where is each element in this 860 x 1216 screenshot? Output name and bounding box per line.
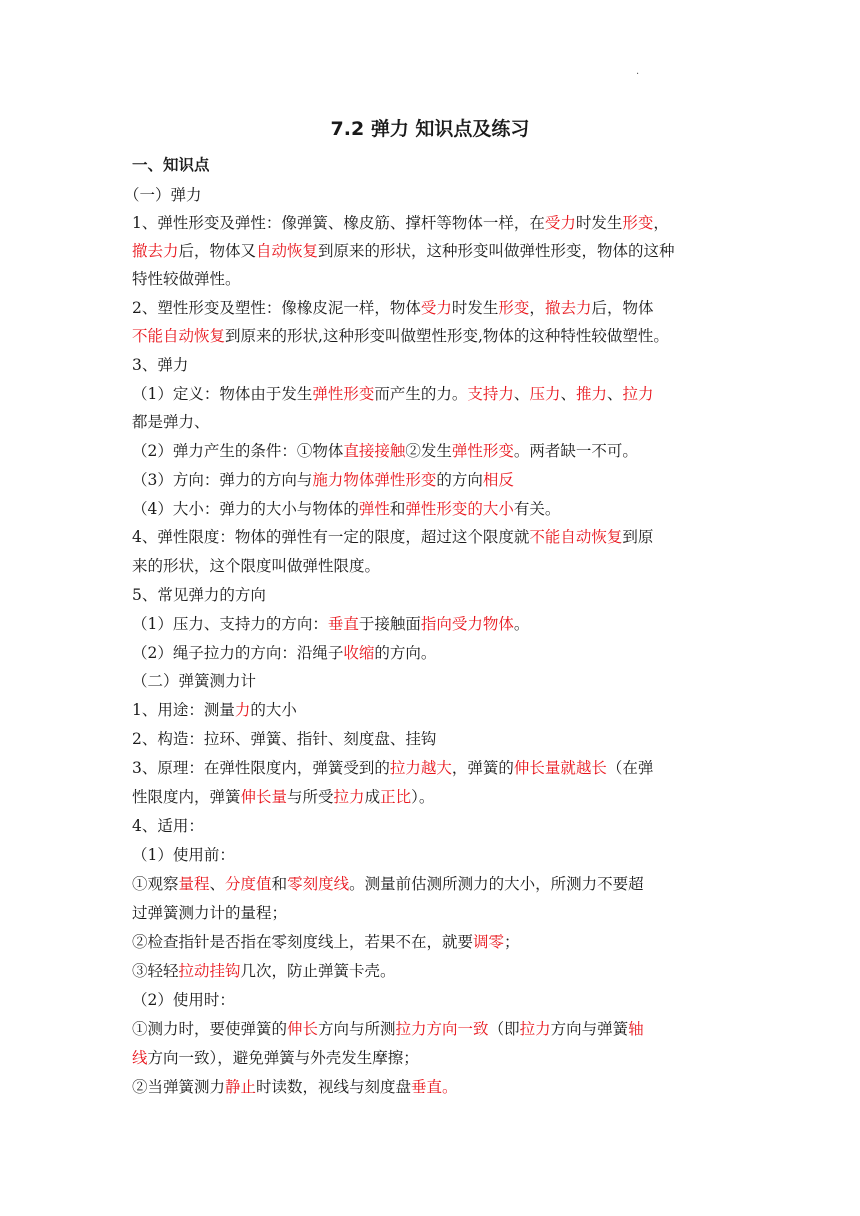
highlight-text: 拉动挂钩 xyxy=(178,962,241,980)
body-text: ②检查指针是否指在零刻度线上，若果不在，就要 xyxy=(132,933,474,951)
body-text: 成 xyxy=(364,788,381,806)
highlight-text: 形变 xyxy=(622,214,654,232)
highlight-text: 量程 xyxy=(178,875,210,893)
text-line xyxy=(132,412,210,432)
highlight-text: 推力 xyxy=(575,385,607,403)
body-text: 方向与弹簧 xyxy=(550,1020,629,1038)
body-text: （2）使用时： xyxy=(132,991,235,1009)
body-text: （2）绳子拉力的方向：沿绳子 xyxy=(132,644,344,662)
body-text: 。 xyxy=(513,615,530,633)
body-text: （2）弹力产生的条件：①物体 xyxy=(132,442,344,460)
highlight-text: 分度值 xyxy=(225,875,272,893)
highlight-text: 调零 xyxy=(473,933,505,951)
body-text: 于接触面 xyxy=(358,615,421,633)
text-line xyxy=(132,470,514,490)
text-line xyxy=(132,441,638,461)
text-line xyxy=(132,643,436,663)
text-line xyxy=(132,527,653,547)
body-text: ，弹簧的 xyxy=(451,759,514,777)
body-text: （1）使用前： xyxy=(132,846,235,864)
text-line xyxy=(132,269,241,289)
highlight-text: 受力 xyxy=(544,214,576,232)
highlight-text: 正比 xyxy=(380,788,412,806)
body-text: 时发生 xyxy=(451,299,499,317)
text-line xyxy=(132,326,669,346)
body-text: ）。 xyxy=(411,788,435,806)
body-text: （一）弹力 xyxy=(124,186,202,204)
text-line xyxy=(132,155,210,175)
body-text: 特性较做弹性。 xyxy=(132,270,241,288)
body-text: （1）压力、支持力的方向： xyxy=(132,615,328,633)
text-line xyxy=(132,298,653,318)
highlight-text: 静止 xyxy=(225,1078,257,1096)
body-text: 与所受 xyxy=(287,788,334,806)
body-text: ， xyxy=(529,299,545,317)
body-text: 时发生 xyxy=(575,214,623,232)
body-text: 都是弹力、 xyxy=(132,413,210,431)
text-line xyxy=(132,874,644,894)
body-text: 后，物体又 xyxy=(178,242,257,260)
body-text: ， xyxy=(653,214,669,232)
highlight-text: 弹性形变的大小 xyxy=(405,500,514,518)
body-text: （在弹 xyxy=(606,759,654,777)
body-text: 、 xyxy=(209,875,226,893)
body-text: 和 xyxy=(389,500,406,518)
body-text: ①测力时，要使弹簧的 xyxy=(132,1020,288,1038)
body-text: 到原 xyxy=(622,528,654,546)
highlight-text: 施力物体弹性形变 xyxy=(312,471,437,489)
body-text: 过弹簧测力计的量程； xyxy=(132,904,288,922)
text-line xyxy=(132,787,434,807)
body-text: 几次，防止弹簧卡壳。 xyxy=(240,962,396,980)
body-text: 而产生的力。 xyxy=(374,385,468,403)
body-text: 、 xyxy=(606,385,623,403)
text-line xyxy=(132,213,669,233)
body-text: 性限度内，弹簧 xyxy=(132,788,241,806)
body-text: 4、适用： xyxy=(132,817,204,835)
highlight-text: 伸长 xyxy=(287,1020,319,1038)
highlight-text: 不能自动恢复 xyxy=(132,327,226,345)
body-text: ②当弹簧测力 xyxy=(132,1078,226,1096)
body-text: 的方向。 xyxy=(374,644,437,662)
text-line xyxy=(132,1019,644,1039)
body-text: 方向与所测 xyxy=(318,1020,396,1038)
text-line xyxy=(132,1048,419,1068)
text-line xyxy=(132,932,520,952)
highlight-text: 力 xyxy=(234,701,251,719)
highlight-text: 压力 xyxy=(529,385,561,403)
body-text: 、 xyxy=(513,385,530,403)
body-text: （即 xyxy=(488,1020,520,1038)
text-line xyxy=(132,758,653,778)
text-line xyxy=(132,241,675,261)
highlight-text: 拉力越大 xyxy=(389,759,452,777)
highlight-text: 垂直 xyxy=(327,615,359,633)
highlight-text: 拉力 xyxy=(519,1020,551,1038)
body-text: （1）定义：物体由于发生 xyxy=(132,385,313,403)
text-line xyxy=(132,384,654,404)
body-text: 。测量前估测所测力的大小，所测力不要超 xyxy=(349,875,644,893)
highlight-text: 直接接触 xyxy=(343,442,406,460)
body-text: 到原来的形状,这种形变叫做塑性形变,物体的这种特性较做塑性。 xyxy=(225,327,669,345)
text-line xyxy=(132,845,235,865)
body-text: 和 xyxy=(271,875,288,893)
text-line xyxy=(124,185,202,205)
highlight-text: 垂直。 xyxy=(411,1078,458,1096)
highlight-text: 形变 xyxy=(498,299,530,317)
highlight-text: 撤去力 xyxy=(132,242,179,260)
body-text: 3、原理：在弹性限度内，弹簧受到的 xyxy=(132,759,390,777)
highlight-text: 线 xyxy=(132,1049,148,1067)
highlight-text: 拉力 xyxy=(333,788,365,806)
body-text: 一、知识点 xyxy=(132,156,210,174)
body-text: 有关。 xyxy=(513,500,561,518)
text-line xyxy=(132,614,529,634)
highlight-text: 弹性形变 xyxy=(312,385,375,403)
highlight-text: 拉力 xyxy=(622,385,654,403)
text-line xyxy=(132,499,560,519)
text-line xyxy=(132,903,287,923)
body-text: 1、弹性形变及弹性：像弹簧、橡皮筋、撑杆等物体一样，在 xyxy=(132,214,545,232)
body-text: 后，物体 xyxy=(591,299,654,317)
body-text: 的大小 xyxy=(250,701,297,719)
text-line xyxy=(132,556,380,576)
body-text: 1、用途：测量 xyxy=(132,701,235,719)
body-text: 。两者缺一不可。 xyxy=(513,442,638,460)
body-text: ③轻轻 xyxy=(132,962,179,980)
body-text: 时读数，视线与刻度盘 xyxy=(256,1078,412,1096)
body-text: ①观察 xyxy=(132,875,179,893)
highlight-text: 自动恢复 xyxy=(256,242,319,260)
body-text: 来的形状，这个限度叫做弹性限度。 xyxy=(132,557,381,575)
text-line xyxy=(132,816,204,836)
highlight-text: 收缩 xyxy=(343,644,375,662)
body-text: 、 xyxy=(560,385,576,403)
page-dot: . xyxy=(636,66,640,77)
highlight-text: 弹性 xyxy=(358,500,390,518)
body-text: 2、塑性形变及塑性：像橡皮泥一样，物体 xyxy=(132,299,421,317)
highlight-text: 弹性形变 xyxy=(451,442,514,460)
page-title: 7.2 弹力 知识点及练习 xyxy=(330,118,530,140)
text-line xyxy=(132,961,396,981)
text-line xyxy=(132,1077,458,1097)
highlight-text: 零刻度线 xyxy=(287,875,350,893)
body-text: ②发生 xyxy=(405,442,452,460)
text-line xyxy=(132,671,256,691)
highlight-text: 不能自动恢复 xyxy=(529,528,623,546)
highlight-text: 拉力方向一致 xyxy=(395,1020,489,1038)
body-text: 到原来的形状，这种形变叫做弹性形变，物体的这种 xyxy=(318,242,675,260)
body-text: （3）方向：弹力的方向与 xyxy=(132,471,313,489)
body-text: （二）弹簧测力计 xyxy=(132,672,257,690)
highlight-text: 支持力 xyxy=(467,385,514,403)
body-text: 3、弹力 xyxy=(132,356,189,374)
body-text: 的方向 xyxy=(436,471,483,489)
text-line xyxy=(132,355,188,375)
text-line xyxy=(132,990,235,1010)
highlight-text: 伸长量就越长 xyxy=(513,759,607,777)
highlight-text: 轴 xyxy=(628,1020,644,1038)
highlight-text: 受力 xyxy=(420,299,452,317)
text-line xyxy=(132,585,266,605)
body-text: 5、常见弹力的方向 xyxy=(132,586,266,604)
body-text: 4、弹性限度：物体的弹性有一定的限度，超过这个限度就 xyxy=(132,528,530,546)
text-line xyxy=(132,700,297,720)
highlight-text: 伸长量 xyxy=(240,788,288,806)
highlight-text: 指向受力物体 xyxy=(420,615,514,633)
body-text: 2、构造：拉环、弹簧、指针、刻度盘、挂钩 xyxy=(132,730,437,748)
body-text: ； xyxy=(504,933,520,951)
highlight-text: 撤去力 xyxy=(544,299,592,317)
body-text: （4）大小：弹力的大小与物体的 xyxy=(132,500,359,518)
text-line xyxy=(132,729,436,749)
body-text: 方向一致），避免弹簧与外壳发生摩擦； xyxy=(147,1049,419,1067)
highlight-text: 相反 xyxy=(482,471,514,489)
